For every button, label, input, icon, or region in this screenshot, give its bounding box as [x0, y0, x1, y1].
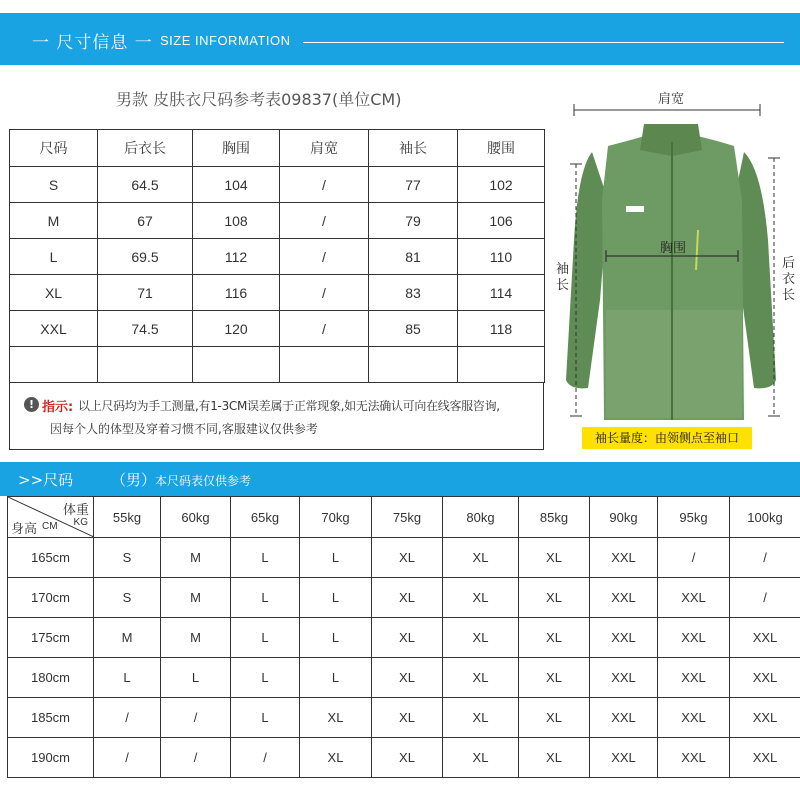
weight-header: 95kg: [658, 497, 730, 538]
size-cell: XL: [519, 578, 590, 618]
column-header: 袖长: [369, 130, 458, 167]
size-cell: L: [300, 618, 372, 658]
table-cell: XXL: [10, 311, 98, 347]
table-cell: 74.5: [98, 311, 193, 347]
size-cell: XL: [519, 658, 590, 698]
size-table-header: [10, 130, 545, 167]
table-row: [8, 738, 800, 778]
weight-header: 60kg: [161, 497, 231, 538]
table-cell: 106: [458, 203, 545, 239]
size-cell: S: [94, 578, 161, 618]
height-cell: 165cm: [8, 538, 94, 578]
table-cell: 69.5: [98, 239, 193, 275]
table-cell: /: [280, 239, 369, 275]
table-cell: L: [10, 239, 98, 275]
info-icon: !: [24, 397, 39, 412]
table-row: [10, 275, 545, 311]
size-chart-title: 男款 皮肤衣尺码参考表09837(单位CM): [116, 90, 402, 109]
size-cell: /: [730, 538, 800, 578]
size-cell: L: [94, 658, 161, 698]
weight-height-table: [7, 496, 800, 778]
table-cell: /: [280, 167, 369, 203]
table-cell: [280, 347, 369, 383]
size-cell: XXL: [590, 698, 658, 738]
size-cell: L: [300, 658, 372, 698]
sleeve-label: 袖长: [556, 262, 570, 293]
size-cell: XL: [300, 738, 372, 778]
table-cell: /: [280, 311, 369, 347]
size-cell: L: [231, 658, 300, 698]
jacket-illustration: [548, 80, 800, 460]
size-cell: XL: [519, 538, 590, 578]
height-cell: 175cm: [8, 618, 94, 658]
table-cell: 116: [193, 275, 280, 311]
jacket-diagram: [548, 80, 800, 460]
table-cell: 67: [98, 203, 193, 239]
size-cell: L: [231, 698, 300, 738]
table-cell: /: [280, 275, 369, 311]
size-cell: XL: [372, 578, 443, 618]
header-divider: [303, 42, 784, 43]
header-title: 一 尺寸信息 一: [32, 33, 153, 53]
column-header: 肩宽: [280, 130, 369, 167]
sleeve-measure-note: 袖长量度：由领侧点至袖口: [582, 427, 752, 449]
size-cell: XL: [443, 658, 519, 698]
shoulder-label: 肩宽: [658, 92, 685, 107]
table-cell: 114: [458, 275, 545, 311]
table-cell: [10, 347, 98, 383]
size-cell: L: [161, 658, 231, 698]
height-cell: 185cm: [8, 698, 94, 738]
table-row: [8, 578, 800, 618]
table-cell: 110: [458, 239, 545, 275]
weight-label: 体重: [62, 502, 89, 517]
size-cell: L: [231, 618, 300, 658]
size-cell: XL: [443, 738, 519, 778]
size-cell: XXL: [590, 618, 658, 658]
size-cell: /: [730, 578, 800, 618]
table-row: [8, 658, 800, 698]
size-cell: XL: [443, 538, 519, 578]
size-cell: XXL: [730, 738, 800, 778]
table-cell: 81: [369, 239, 458, 275]
weight-header: 85kg: [519, 497, 590, 538]
size-cell: XL: [519, 738, 590, 778]
size-cell: /: [658, 538, 730, 578]
weight-header: 80kg: [443, 497, 519, 538]
size-cell: L: [231, 578, 300, 618]
weight-header: 90kg: [590, 497, 658, 538]
table-cell: 120: [193, 311, 280, 347]
header-bar: [0, 13, 800, 65]
table-cell: 112: [193, 239, 280, 275]
size-cell: /: [161, 698, 231, 738]
size-cell: /: [231, 738, 300, 778]
height-cell: 190cm: [8, 738, 94, 778]
weight-unit: KG: [73, 517, 88, 528]
table-corner: [8, 497, 94, 538]
size-cell: XL: [372, 658, 443, 698]
weight-header: 70kg: [300, 497, 372, 538]
size-cell: XXL: [658, 658, 730, 698]
table-cell: S: [10, 167, 98, 203]
table-cell: [193, 347, 280, 383]
table-cell: /: [280, 203, 369, 239]
size-cell: XL: [443, 578, 519, 618]
table-cell: 71: [98, 275, 193, 311]
table-cell: [458, 347, 545, 383]
table-row: [10, 203, 545, 239]
weight-header: 75kg: [372, 497, 443, 538]
table-row: [8, 618, 800, 658]
height-label: 身高: [11, 521, 38, 536]
section-title: >>尺码: [18, 471, 74, 489]
weight-header: 55kg: [94, 497, 161, 538]
size-cell: XXL: [730, 658, 800, 698]
size-cell: M: [161, 618, 231, 658]
height-unit: CM: [42, 521, 58, 532]
size-cell: M: [94, 618, 161, 658]
table-row: [10, 347, 545, 383]
table-cell: [369, 347, 458, 383]
table-cell: [98, 347, 193, 383]
size-cell: XL: [443, 618, 519, 658]
table-row: [8, 538, 800, 578]
chest-label: 胸围: [660, 241, 687, 256]
size-cell: XXL: [658, 738, 730, 778]
weight-header: 100kg: [730, 497, 800, 538]
column-header: 胸围: [193, 130, 280, 167]
table-row: [10, 239, 545, 275]
size-cell: S: [94, 538, 161, 578]
section-note: 本尺码表仅供参考: [155, 474, 252, 488]
size-cell: XXL: [730, 698, 800, 738]
size-cell: XXL: [590, 738, 658, 778]
measurement-note: [9, 382, 544, 450]
table-row: [8, 698, 800, 738]
table-cell: 118: [458, 311, 545, 347]
size-cell: XXL: [658, 698, 730, 738]
table-cell: 83: [369, 275, 458, 311]
size-table: [9, 129, 545, 383]
size-cell: XL: [443, 698, 519, 738]
header-subtitle: SIZE INFORMATION: [160, 33, 291, 48]
note-label: 指示:: [42, 400, 74, 415]
table-cell: 79: [369, 203, 458, 239]
table-cell: 64.5: [98, 167, 193, 203]
size-cell: XXL: [590, 658, 658, 698]
table-cell: 104: [193, 167, 280, 203]
size-cell: XXL: [658, 618, 730, 658]
table-cell: 102: [458, 167, 545, 203]
size-cell: XL: [372, 698, 443, 738]
note-text: 因每个人的体型及穿着习惯不同,客服建议仅供参考: [50, 422, 318, 436]
weight-header: 65kg: [231, 497, 300, 538]
size-cell: /: [94, 698, 161, 738]
table-cell: XL: [10, 275, 98, 311]
column-header: 尺码: [10, 130, 98, 167]
size-cell: /: [161, 738, 231, 778]
size-cell: XL: [372, 538, 443, 578]
size-cell: XL: [372, 738, 443, 778]
size-cell: M: [161, 578, 231, 618]
note-text: 以上尺码均为手工测量,有1-3CM误差属于正常现象,如无法确认可向在线客服咨询,: [78, 399, 500, 413]
size-cell: L: [300, 578, 372, 618]
weight-header-row: [8, 497, 800, 538]
back-length-label: 后衣长: [782, 256, 796, 303]
size-cell: XL: [519, 698, 590, 738]
size-cell: XL: [372, 618, 443, 658]
size-cell: XL: [519, 618, 590, 658]
size-cell: /: [94, 738, 161, 778]
section-bar: [0, 462, 800, 496]
size-cell: XXL: [590, 538, 658, 578]
table-cell: 77: [369, 167, 458, 203]
table-row: [10, 167, 545, 203]
height-cell: 170cm: [8, 578, 94, 618]
section-gender: （男）: [111, 471, 157, 489]
table-row: [10, 311, 545, 347]
size-cell: XXL: [590, 578, 658, 618]
height-cell: 180cm: [8, 658, 94, 698]
size-cell: XXL: [658, 578, 730, 618]
size-cell: M: [161, 538, 231, 578]
table-cell: 108: [193, 203, 280, 239]
size-cell: L: [300, 538, 372, 578]
table-cell: 85: [369, 311, 458, 347]
column-header: 腰围: [458, 130, 545, 167]
column-header: 后衣长: [98, 130, 193, 167]
table-cell: M: [10, 203, 98, 239]
size-cell: XL: [300, 698, 372, 738]
size-cell: XXL: [730, 618, 800, 658]
size-cell: L: [231, 538, 300, 578]
